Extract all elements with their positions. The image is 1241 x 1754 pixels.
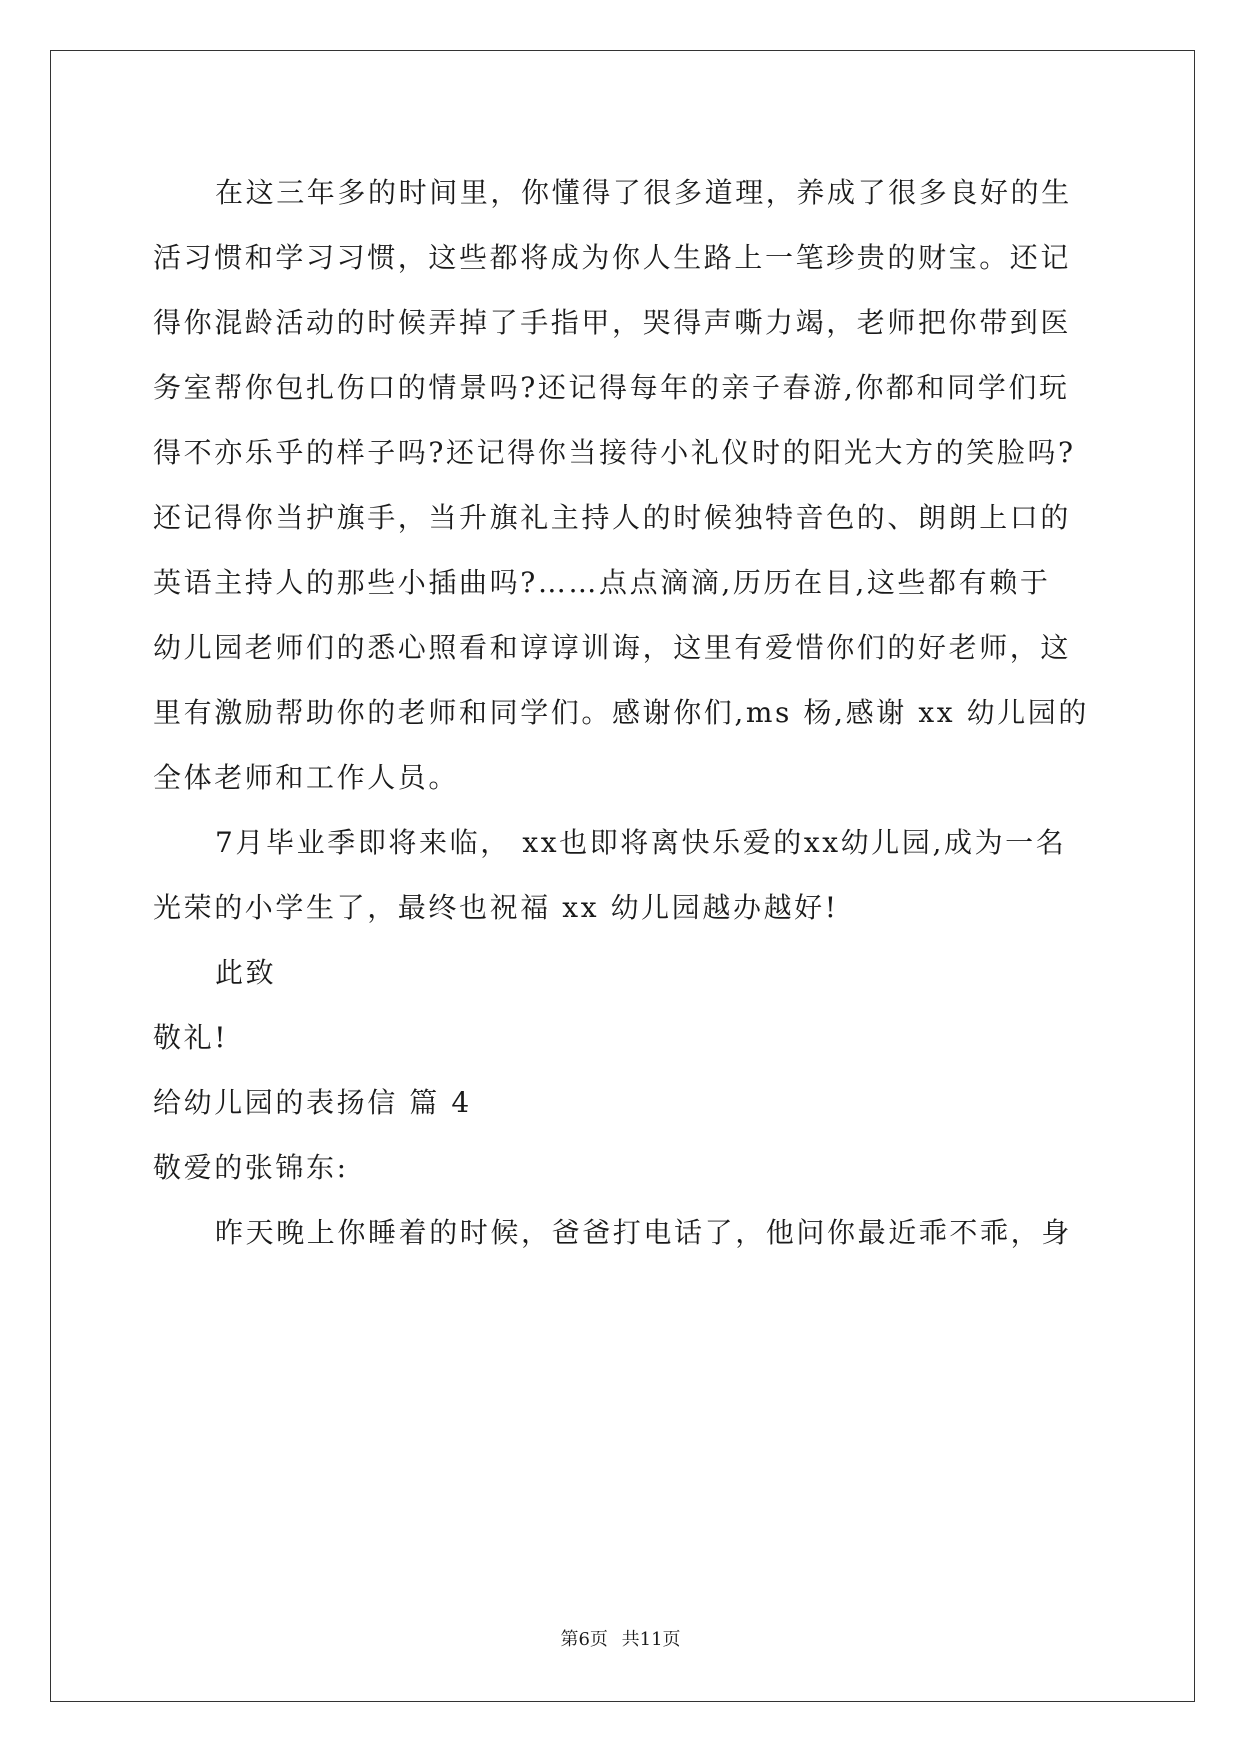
page-number: 第6页 (560, 1629, 608, 1650)
paragraph-line: 全体老师和工作人员。 (153, 761, 460, 794)
paragraph-line: 里有激励帮助你的老师和同学们。感谢你们,ms 杨,感谢 xx 幼儿园的 (153, 696, 1090, 729)
document-body (153, 160, 1088, 1265)
paragraph-line: 在这三年多的时间里，你懂得了很多道理，养成了很多良好的生 (215, 176, 1072, 209)
paragraph-line: 还记得你当护旗手，当升旗礼主持人的时候独特音色的、朗朗上口的 (153, 501, 1072, 534)
page-footer (0, 1625, 1241, 1651)
greeting-line: 敬爱的张锦东: (153, 1151, 349, 1184)
page-total: 共11页 (621, 1629, 681, 1650)
paragraph-line: 得不亦乐乎的样子吗?还记得你当接待小礼仪时的阳光大方的笑脸吗? (153, 436, 1076, 469)
paragraph-line: 活习惯和学习习惯，这些都将成为你人生路上一笔珍贵的财宝。还记 (153, 241, 1072, 274)
salutation-line: 敬礼! (153, 1021, 229, 1054)
paragraph-line: 7月毕业季即将来临， xx也即将离快乐爱的xx幼儿园,成为一名 (215, 826, 1067, 859)
paragraph-line: 英语主持人的那些小插曲吗?……点点滴滴,历历在目,这些都有赖于 (153, 566, 1051, 599)
section-heading: 给幼儿园的表扬信 篇 4 (153, 1086, 472, 1119)
paragraph-line: 昨天晚上你睡着的时候，爸爸打电话了，他问你最近乖不乖，身 (215, 1216, 1072, 1249)
paragraph-line: 光荣的小学生了，最终也祝福 xx 幼儿园越办越好! (153, 891, 839, 924)
paragraph-line: 务室帮你包扎伤口的情景吗?还记得每年的亲子春游,你都和同学们玩 (153, 371, 1070, 404)
closing-line: 此致 (215, 956, 277, 989)
paragraph-line: 幼儿园老师们的悉心照看和谆谆训诲，这里有爱惜你们的好老师，这 (153, 631, 1072, 664)
paragraph-line: 得你混龄活动的时候弄掉了手指甲，哭得声嘶力竭，老师把你带到医 (153, 306, 1072, 339)
